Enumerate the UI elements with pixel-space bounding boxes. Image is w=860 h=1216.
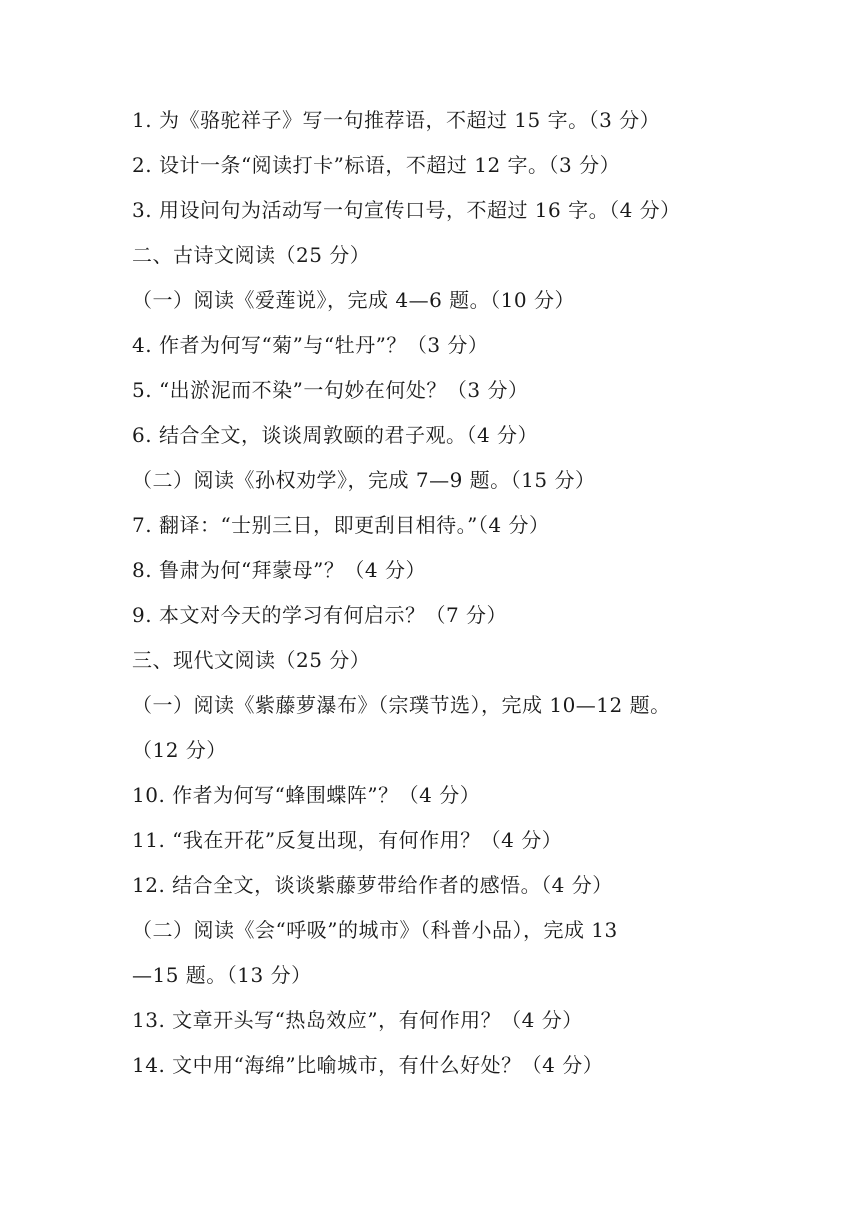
subsection-heading-ziteng-points: （12 分） — [132, 738, 227, 762]
question-11: 11. “我在开花”反复出现，有何作用？（4 分） — [132, 828, 563, 852]
subsection-heading-city-cont: —15 题。（13 分） — [132, 963, 312, 987]
question-9: 9. 本文对今天的学习有何启示？（7 分） — [132, 603, 508, 627]
subsection-heading-sunquan: （二）阅读《孙权劝学》，完成 7—9 题。（15 分） — [132, 468, 596, 492]
question-6: 6. 结合全文，谈谈周敦颐的君子观。（4 分） — [132, 423, 539, 447]
question-2: 2. 设计一条“阅读打卡”标语，不超过 12 字。（3 分） — [132, 153, 621, 177]
subsection-heading-city: （二）阅读《会“呼吸”的城市》（科普小品），完成 13 — [132, 918, 618, 942]
question-3: 3. 用设问句为活动写一句宣传口号，不超过 16 字。（4 分） — [132, 198, 681, 222]
question-5: 5. “出淤泥而不染”一句妙在何处？（3 分） — [132, 378, 529, 402]
question-13: 13. 文章开头写“热岛效应”，有何作用？（4 分） — [132, 1008, 583, 1032]
question-14: 14. 文中用“海绵”比喻城市，有什么好处？（4 分） — [132, 1053, 604, 1077]
section-heading-modern: 三、现代文阅读（25 分） — [132, 648, 371, 672]
subsection-heading-ailianshuo: （一）阅读《爱莲说》，完成 4—6 题。（10 分） — [132, 288, 575, 312]
question-4: 4. 作者为何写“菊”与“牡丹”？（3 分） — [132, 333, 489, 357]
question-8: 8. 鲁肃为何“拜蒙母”？（4 分） — [132, 558, 426, 582]
question-10: 10. 作者为何写“蜂围蝶阵”？（4 分） — [132, 783, 481, 807]
subsection-heading-ziteng: （一）阅读《紫藤萝瀑布》（宗璞节选），完成 10—12 题。 — [132, 693, 671, 717]
section-heading-classical: 二、古诗文阅读（25 分） — [132, 243, 371, 267]
question-12: 12. 结合全文，谈谈紫藤萝带给作者的感悟。（4 分） — [132, 873, 613, 897]
question-7: 7. 翻译：“士别三日，即更刮目相待。”（4 分） — [132, 513, 550, 537]
question-1: 1. 为《骆驼祥子》写一句推荐语，不超过 15 字。（3 分） — [132, 108, 661, 132]
